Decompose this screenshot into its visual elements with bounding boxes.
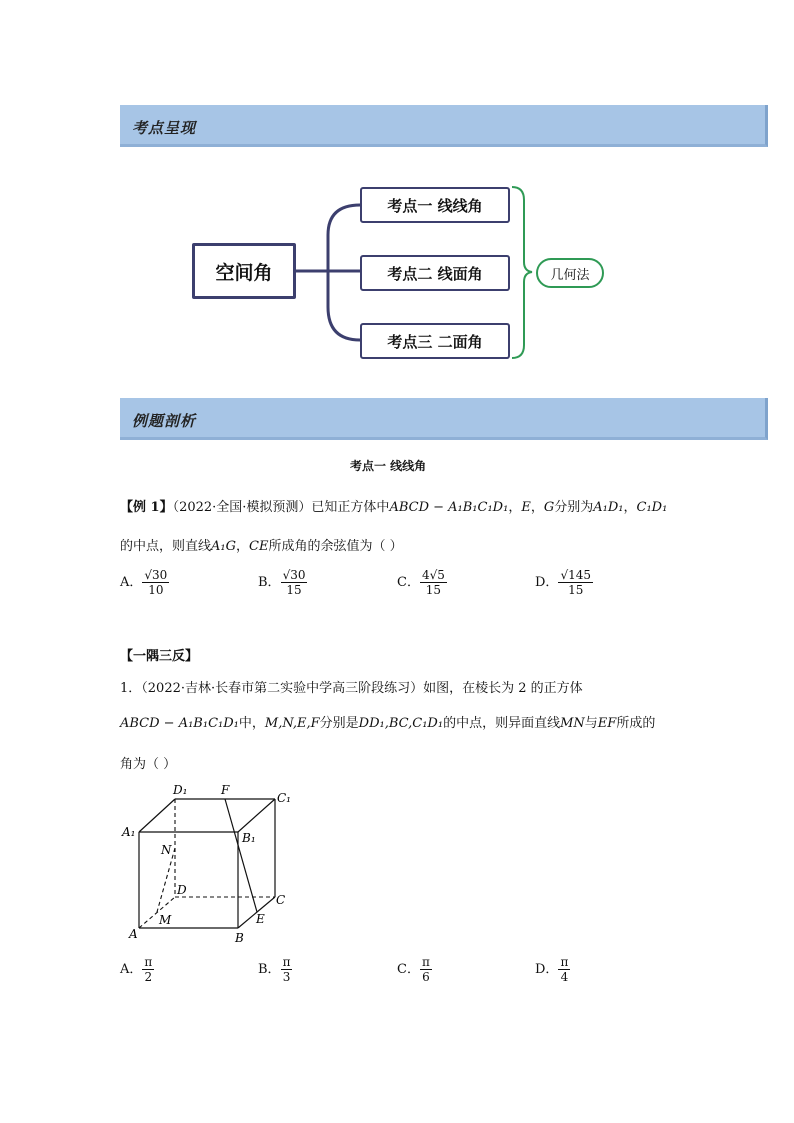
denominator: 4 xyxy=(560,970,569,984)
cube-figure xyxy=(115,780,305,950)
example1-option-b xyxy=(258,568,307,597)
section-banner-liti xyxy=(120,398,768,440)
label-M: M xyxy=(159,913,172,927)
numerator: π xyxy=(282,955,291,969)
practice-option-b xyxy=(258,955,292,984)
text: 中， xyxy=(238,716,265,731)
option-label: A． xyxy=(120,962,143,977)
example1-option-a xyxy=(120,568,169,597)
numerator: π xyxy=(144,955,153,969)
text: 分别是 xyxy=(319,716,359,731)
numerator: √30 xyxy=(144,568,168,582)
option-label: B． xyxy=(258,962,281,977)
math-G: G xyxy=(543,500,555,515)
math-cube: ABCD − A₁B₁C₁D₁ xyxy=(389,500,509,515)
mindmap-root: 空间角 xyxy=(192,243,296,299)
mindmap-method: 几何法 xyxy=(536,258,604,288)
text: 所成的 xyxy=(616,716,656,731)
text: 的中点，则异面直线 xyxy=(443,716,561,731)
fraction xyxy=(281,955,293,984)
practice-option-d xyxy=(535,955,570,984)
example1-line1 xyxy=(120,496,667,515)
section-title: 例题剖析 xyxy=(132,412,197,430)
label-B1: B₁ xyxy=(242,831,256,845)
example1-option-c xyxy=(397,568,447,597)
denominator: 15 xyxy=(425,583,442,597)
mindmap-node-2: 考点二 线面角 xyxy=(360,255,510,291)
label-B: B xyxy=(235,931,244,945)
denominator: 6 xyxy=(422,970,430,984)
label-A: A xyxy=(129,927,138,941)
practice-q1-line1: 1．（2022·吉林·长春市第二实验中学高三阶段练习）如图，在棱长为 2 的正方体 xyxy=(120,681,583,696)
math-A1G: A₁G xyxy=(211,539,236,554)
example-tag: 【例 1】 xyxy=(120,500,173,515)
denominator: 3 xyxy=(282,970,291,984)
math-CE: CE xyxy=(249,539,269,554)
text: 所成角的余弦值为（ ） xyxy=(268,539,403,554)
fraction xyxy=(420,568,447,597)
punct: ， xyxy=(236,539,250,554)
label-D1: D₁ xyxy=(173,783,188,797)
label-C1: C₁ xyxy=(277,791,291,805)
math-segments: DD₁,BC,C₁D₁ xyxy=(358,716,444,731)
fraction xyxy=(558,955,570,984)
numerator: 4√5 xyxy=(421,568,445,582)
numerator: π xyxy=(560,955,569,969)
option-label: C． xyxy=(397,575,420,590)
label-A1: A₁ xyxy=(122,825,136,839)
practice-option-c xyxy=(397,955,432,984)
section-title: 考点呈现 xyxy=(132,119,197,137)
option-label: B． xyxy=(258,575,281,590)
example1-line2 xyxy=(120,535,403,554)
label-D: D xyxy=(177,883,187,897)
practice-tag: 【一隅三反】 xyxy=(120,649,199,664)
fraction xyxy=(420,955,432,984)
text: 的中点，则直线 xyxy=(120,539,212,554)
numerator: √30 xyxy=(282,568,306,582)
option-label: D． xyxy=(535,575,559,590)
punct: ， xyxy=(623,500,637,515)
option-label: D． xyxy=(535,962,559,977)
label-F: F xyxy=(221,783,230,797)
label-C: C xyxy=(276,893,286,907)
math-MN: MN xyxy=(560,716,585,731)
math-A1D1: A₁D₁ xyxy=(593,500,624,515)
text: 分别为 xyxy=(554,500,594,515)
label-N: N xyxy=(161,843,172,857)
math-E: E xyxy=(521,500,531,515)
practice-q1-line3: 角为（ ） xyxy=(120,757,177,772)
text: 与 xyxy=(584,716,598,731)
fraction xyxy=(281,568,308,597)
denominator: 2 xyxy=(144,970,153,984)
option-label: C． xyxy=(397,962,420,977)
practice-option-a xyxy=(120,955,154,984)
mindmap-node-1: 考点一 线线角 xyxy=(360,187,510,223)
math-EF: EF xyxy=(597,716,617,731)
practice-q1-line2 xyxy=(120,712,655,731)
fraction xyxy=(142,955,154,984)
denominator: 15 xyxy=(568,583,584,597)
math-cube: ABCD − A₁B₁C₁D₁ xyxy=(120,716,239,731)
denominator: 10 xyxy=(148,583,164,597)
denominator: 15 xyxy=(286,583,302,597)
numerator: π xyxy=(421,955,430,969)
numerator: √145 xyxy=(560,568,591,582)
punct: ， xyxy=(530,500,544,515)
example1-option-d xyxy=(535,568,593,597)
math-C1D1: C₁D₁ xyxy=(636,500,668,515)
topic-heading: 考点一 线线角 xyxy=(350,459,427,473)
label-E: E xyxy=(256,912,265,926)
mindmap-node-3: 考点三 二面角 xyxy=(360,323,510,359)
option-label: A． xyxy=(120,575,143,590)
punct: ， xyxy=(508,500,522,515)
example-source: （2022·全国·模拟预测）已知正方体中 xyxy=(172,500,390,515)
math-points: M,N,E,F xyxy=(264,716,320,731)
fraction xyxy=(558,568,593,597)
fraction xyxy=(142,568,169,597)
